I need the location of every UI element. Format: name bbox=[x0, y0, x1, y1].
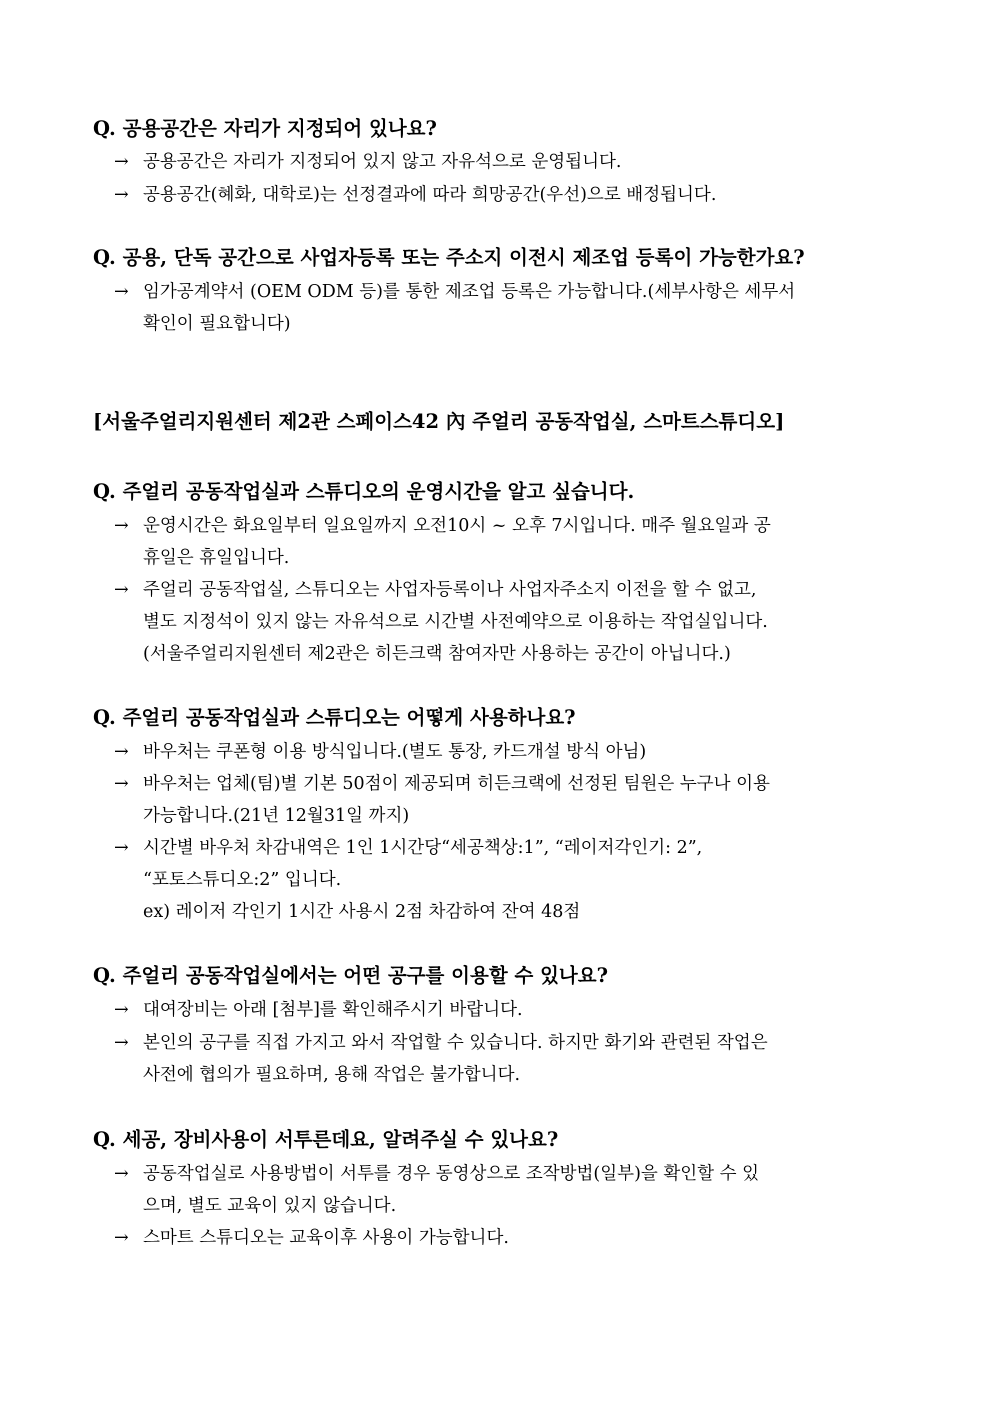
arrow-icon: → bbox=[114, 1228, 129, 1248]
faq-answer: → 시간별 바우처 차감내역은 1인 1시간당“세공책상:1”, “레이저각인기: 2”, “포토스튜디오:2” 입니다. bbox=[114, 832, 898, 896]
arrow-icon: → bbox=[114, 185, 129, 205]
faq-answer: → 스마트 스튜디오는 교육이후 사용이 가능합니다. bbox=[114, 1222, 898, 1254]
arrow-icon: → bbox=[114, 838, 129, 858]
faq-answer: → 운영시간은 화요일부터 일요일까지 오전10시 ~ 오후 7시입니다. 매주 월요일과 공 휴일은 휴일입니다. bbox=[114, 510, 898, 574]
arrow-icon: → bbox=[114, 1033, 129, 1053]
faq-question-shared-space-seat: Q. 공용공간은 자리가 지정되어 있나요? bbox=[93, 117, 437, 140]
faq-question-operating-hours: Q. 주얼리 공동작업실과 스튜디오의 운영시간을 알고 싶습니다. bbox=[93, 480, 635, 503]
arrow-icon: → bbox=[114, 774, 129, 794]
faq-question-training: Q. 세공, 장비사용이 서투른데요, 알려주실 수 있나요? bbox=[93, 1128, 559, 1151]
faq-answer: → 공용공간(혜화, 대학로)는 선정결과에 따라 희망공간(우선)으로 배정됩니다. bbox=[114, 179, 898, 211]
arrow-icon: → bbox=[114, 580, 129, 600]
faq-answer: → 공용공간은 자리가 지정되어 있지 않고 자유석으로 운영됩니다. bbox=[114, 146, 898, 178]
arrow-icon: → bbox=[114, 1000, 129, 1020]
arrow-icon: → bbox=[114, 516, 129, 536]
faq-answer: → 바우처는 쿠폰형 이용 방식입니다.(별도 통장, 카드개설 방식 아님) bbox=[114, 736, 898, 768]
faq-answer: → 주얼리 공동작업실, 스튜디오는 사업자등록이나 사업자주소지 이전을 할 수 없고, 별도 지정석이 있지 않는 자유석으로 시간별 사전예약으로 이용하는 작업실입니다. (서울주얼리지원센터 제2관은 히든크랙 참여자만 사용하는 공간이 아닙니다.) bbox=[114, 574, 898, 670]
example-note: ex) 레이저 각인기 1시간 사용시 2점 차감하여 잔여 48점 bbox=[143, 902, 581, 922]
faq-question-business-registration: Q. 공용, 단독 공간으로 사업자등록 또는 주소지 이전시 제조업 등록이 가능한가요? bbox=[93, 246, 805, 269]
arrow-icon: → bbox=[114, 1164, 129, 1184]
arrow-icon: → bbox=[114, 152, 129, 172]
faq-answer: → 공동작업실로 사용방법이 서투를 경우 동영상으로 조작방법(일부)을 확인할 수 있 으며, 별도 교육이 있지 않습니다. bbox=[114, 1158, 898, 1222]
arrow-icon: → bbox=[114, 282, 129, 302]
section-title: [서울주얼리지원센터 제2관 스페이스42 內 주얼리 공동작업실, 스마트스튜디오] bbox=[93, 410, 785, 433]
faq-answer: → 임가공계약서 (OEM ODM 등)를 통한 제조업 등록은 가능합니다.(세부사항은 세무서 확인이 필요합니다) bbox=[114, 276, 898, 340]
faq-answer: → 대여장비는 아래 [첨부]를 확인해주시기 바랍니다. bbox=[114, 994, 898, 1026]
faq-answer: → 본인의 공구를 직접 가지고 와서 작업할 수 있습니다. 하지만 화기와 관련된 작업은 사전에 협의가 필요하며, 용해 작업은 불가합니다. bbox=[114, 1027, 898, 1091]
faq-question-how-to-use: Q. 주얼리 공동작업실과 스튜디오는 어떻게 사용하나요? bbox=[93, 706, 576, 729]
faq-question-tools: Q. 주얼리 공동작업실에서는 어떤 공구를 이용할 수 있나요? bbox=[93, 964, 609, 987]
faq-answer: → 바우처는 업체(팀)별 기본 50점이 제공되며 히든크랙에 선정된 팀원은 누구나 이용 가능합니다.(21년 12월31일 까지) bbox=[114, 768, 898, 832]
arrow-icon: → bbox=[114, 742, 129, 762]
